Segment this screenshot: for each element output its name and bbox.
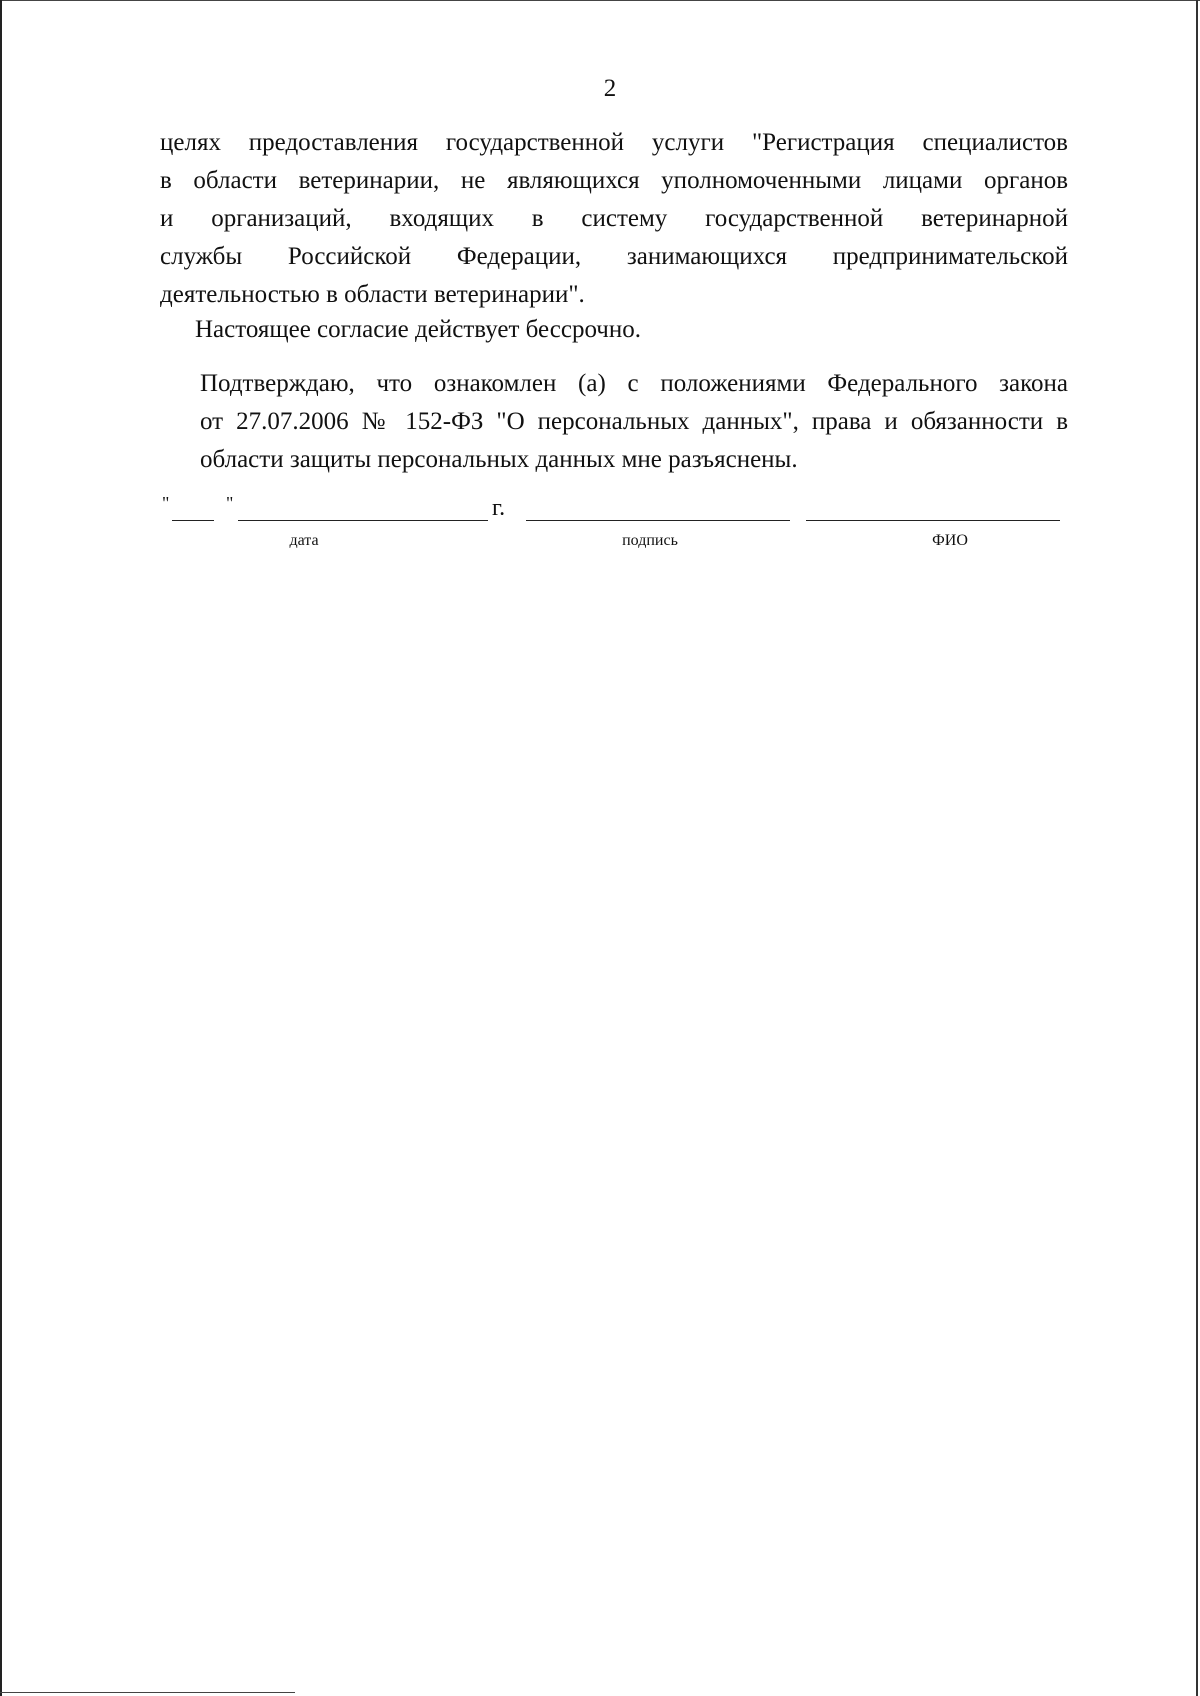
scan-edge-left xyxy=(0,0,2,1696)
paragraph-line: целях предоставления государственной услуги "Регистрация специалистов xyxy=(160,129,1068,156)
paragraph-line: службы Российской Федерации, занимающихся предпринимательской xyxy=(160,243,1068,270)
year-suffix: г. xyxy=(492,495,506,521)
paragraph-line: от 27.07.2006 № 152-ФЗ "О персональных данных", права и обязанности в xyxy=(200,408,1068,435)
consent-validity-paragraph xyxy=(160,311,1068,349)
paragraph-text: Настоящее согласие действует бессрочно. xyxy=(195,316,641,343)
date-open-quote: " xyxy=(162,493,170,513)
signature-blank[interactable] xyxy=(526,496,790,521)
day-blank[interactable] xyxy=(172,496,214,521)
consent-purpose-paragraph xyxy=(160,124,1068,314)
date-close-quote: " xyxy=(226,493,234,513)
signature-row xyxy=(160,493,1060,526)
paragraph-line: области защиты персональных данных мне разъяснены. xyxy=(200,446,798,473)
page-number: 2 xyxy=(603,75,617,102)
paragraph-line: Подтверждаю, что ознакомлен (а) с положениями Федерального закона xyxy=(200,370,1068,397)
date-caption: дата xyxy=(289,532,319,549)
scan-edge-top xyxy=(0,0,1200,1)
signature-caption: подпись xyxy=(622,532,678,549)
acknowledgement-paragraph xyxy=(160,365,1068,479)
name-caption: ФИО xyxy=(932,532,968,549)
month-blank[interactable] xyxy=(238,496,488,521)
scan-edge-right xyxy=(1196,0,1198,1696)
scan-edge-bottom xyxy=(0,1692,295,1693)
full-name-blank[interactable] xyxy=(806,496,1060,521)
paragraph-line: деятельностью в области ветеринарии". xyxy=(160,281,585,308)
paragraph-line: и организаций, входящих в систему государственной ветеринарной xyxy=(160,205,1068,232)
paragraph-line: в области ветеринарии, не являющихся уполномоченными лицами органов xyxy=(160,167,1068,194)
